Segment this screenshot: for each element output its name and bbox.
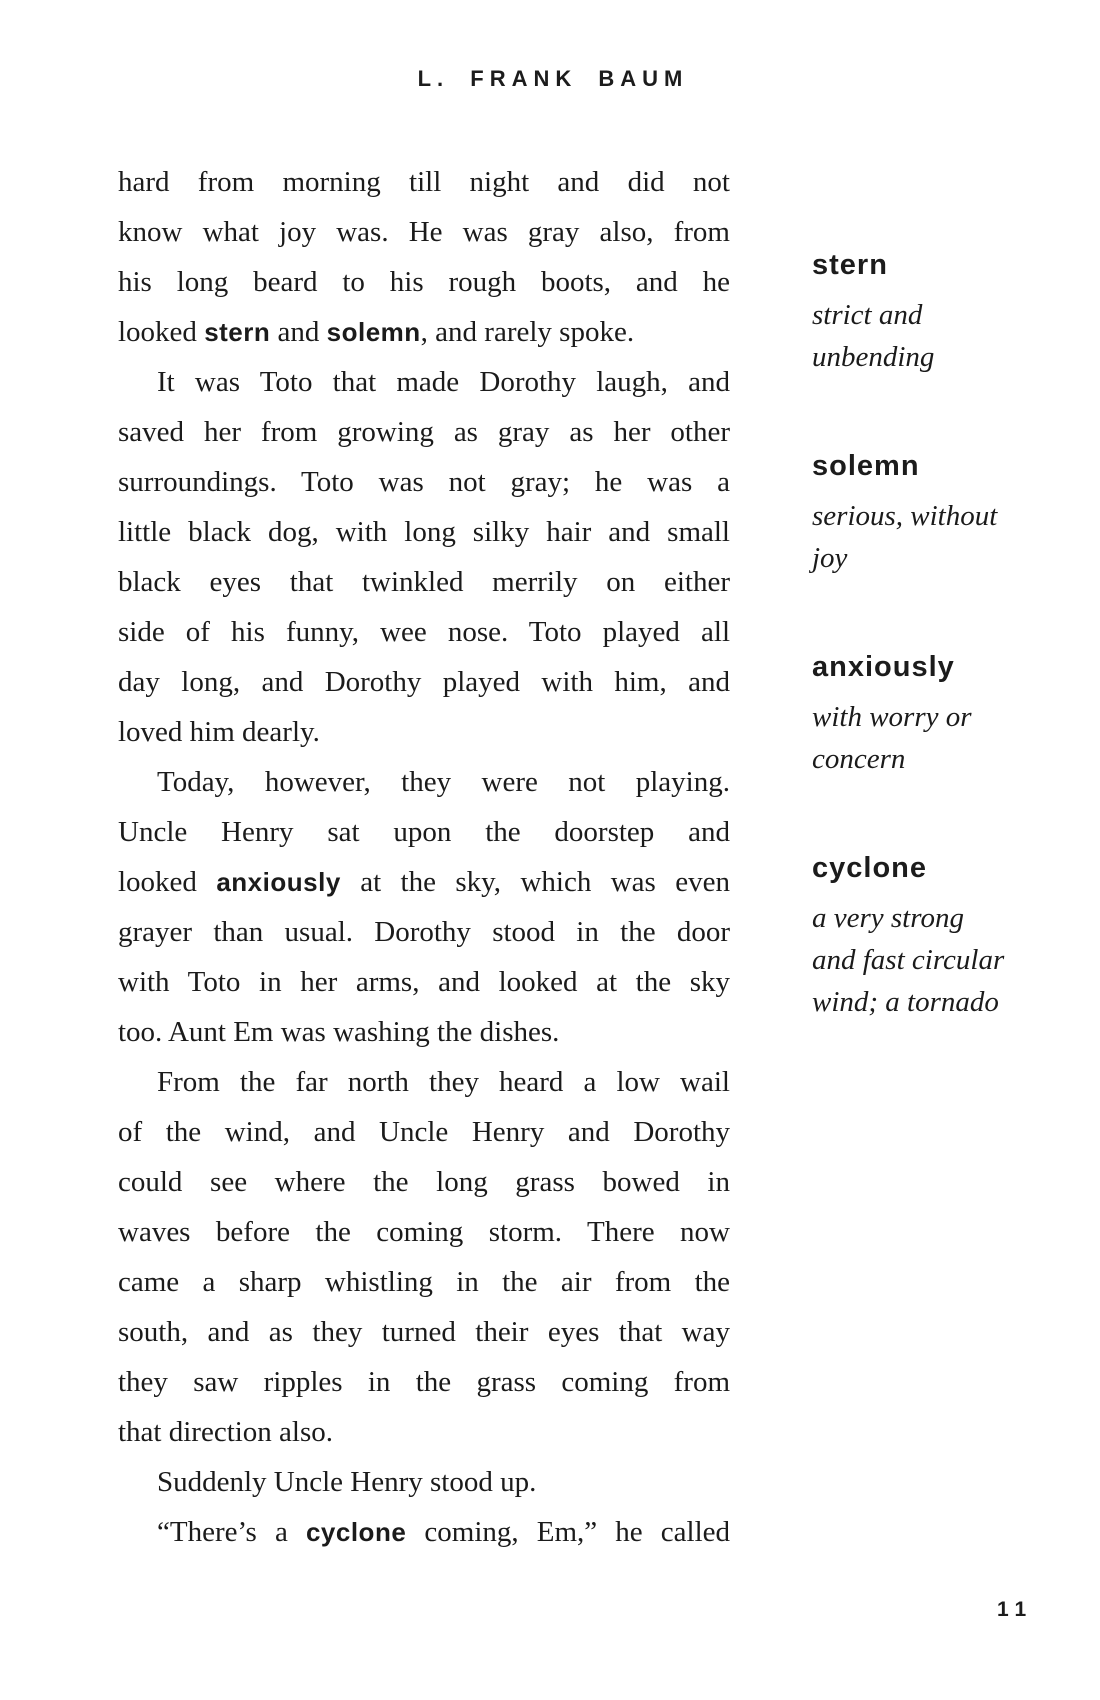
body-text-segment: hard from morning till night and did not <box>118 166 730 198</box>
body-line <box>118 757 730 807</box>
vocab-definition-line: and fast circular <box>812 944 1005 976</box>
body-text-segment: of the wind, and Uncle Henry and Dorothy <box>118 1116 730 1148</box>
body-text-segment: at the sky, which was even <box>340 866 730 898</box>
vocab-definition <box>812 897 1047 1023</box>
vocab-definition-line: serious, without <box>812 500 998 532</box>
body-line <box>118 1407 730 1457</box>
body-text-segment: day long, and Dorothy played with him, and <box>118 666 730 698</box>
body-text-segment: grayer than usual. Dorothy stood in the door <box>118 916 730 948</box>
body-text-segment: came a sharp whistling in the air from the <box>118 1266 730 1298</box>
vocab-term: cyclone <box>812 852 927 884</box>
body-text-segment: south, and as they turned their eyes that way <box>118 1316 730 1348</box>
body-text-segment: waves before the coming storm. There now <box>118 1216 730 1248</box>
vocab-entry <box>812 850 1047 1023</box>
body-text-segment: surroundings. Toto was not gray; he was a <box>118 466 730 498</box>
body-text-segment: looked <box>118 316 205 348</box>
body-line <box>118 1057 730 1107</box>
body-text-segment: From the far north they heard a low wail <box>157 1066 730 1098</box>
body-text-segment: his long beard to his rough boots, and he <box>118 266 730 298</box>
body-line <box>118 257 730 307</box>
body-text-segment: know what joy was. He was gray also, from <box>118 216 730 248</box>
vocab-term-inline: stern <box>204 317 271 347</box>
body-text-segment: could see where the long grass bowed in <box>118 1166 730 1198</box>
body-text-segment: Today, however, they were not playing. <box>157 766 730 798</box>
vocab-definition-line: strict and <box>812 299 923 331</box>
body-line <box>118 407 730 457</box>
body-text-segment: It was Toto that made Dorothy laugh, and <box>157 366 730 398</box>
vocab-entry <box>812 649 1047 780</box>
body-text-segment: coming, Em,” he called <box>406 1516 731 1548</box>
vocab-term-inline: anxiously <box>216 867 341 897</box>
body-line <box>118 207 730 257</box>
body-text-segment: little black dog, with long silky hair and small <box>118 516 730 548</box>
body-line <box>118 457 730 507</box>
body-line <box>118 1507 730 1557</box>
running-header-author: L. FRANK BAUM <box>417 66 689 91</box>
body-text-segment: with Toto in her arms, and looked at the sky <box>118 966 730 998</box>
body-line <box>118 557 730 607</box>
body-line <box>118 1357 730 1407</box>
vocab-definition-line: a very strong <box>812 902 964 934</box>
vocab-term-inline: solemn <box>326 317 421 347</box>
vocab-definition-line: concern <box>812 743 906 775</box>
body-line <box>118 157 730 207</box>
vocab-term: anxiously <box>812 651 955 683</box>
body-line <box>118 1007 730 1057</box>
body-line <box>118 507 730 557</box>
body-text-segment: too. Aunt Em was washing the dishes. <box>118 1016 560 1048</box>
body-line <box>118 1207 730 1257</box>
body-line <box>118 607 730 657</box>
body-text-segment: Uncle Henry sat upon the doorstep and <box>118 816 730 848</box>
body-line <box>118 1157 730 1207</box>
body-line <box>118 1307 730 1357</box>
body-line <box>118 807 730 857</box>
vocab-term: stern <box>812 249 888 281</box>
body-line <box>118 657 730 707</box>
vocab-definition <box>812 495 1047 579</box>
vocab-definition <box>812 294 1047 378</box>
body-text-segment: black eyes that twinkled merrily on either <box>118 566 730 598</box>
body-text <box>118 157 730 1557</box>
body-text-segment: that direction also. <box>118 1416 334 1448</box>
vocab-term: solemn <box>812 450 920 482</box>
body-line <box>118 1457 730 1507</box>
vocab-definition-line: unbending <box>812 341 935 373</box>
body-text-segment: they saw ripples in the grass coming from <box>118 1366 730 1398</box>
body-text-segment: saved her from growing as gray as her other <box>118 416 730 448</box>
vocab-definition-line: joy <box>812 542 848 574</box>
body-text-segment: Suddenly Uncle Henry stood up. <box>157 1466 537 1498</box>
body-line <box>118 307 730 357</box>
vocab-definition-line: wind; a tornado <box>812 986 999 1018</box>
page-number: 11 <box>997 1598 1034 1621</box>
vocab-term-inline: cyclone <box>305 1517 407 1547</box>
vocab-definition <box>812 696 1047 780</box>
body-text-segment: , and rarely spoke. <box>420 316 635 348</box>
vocab-entry <box>812 247 1047 378</box>
body-line <box>118 707 730 757</box>
body-line <box>118 357 730 407</box>
vocab-entry <box>812 448 1047 579</box>
body-text-segment: “There’s a <box>157 1516 306 1548</box>
body-text-segment: side of his funny, wee nose. Toto played all <box>118 616 730 648</box>
vocab-definition-line: with worry or <box>812 701 972 733</box>
body-line <box>118 857 730 907</box>
body-text-segment: and <box>270 316 327 348</box>
body-line <box>118 1107 730 1157</box>
body-line <box>118 957 730 1007</box>
body-line <box>118 907 730 957</box>
body-line <box>118 1257 730 1307</box>
vocab-sidebar <box>812 247 1047 1093</box>
body-text-segment: loved him dearly. <box>118 716 320 748</box>
body-text-segment: looked <box>118 866 217 898</box>
